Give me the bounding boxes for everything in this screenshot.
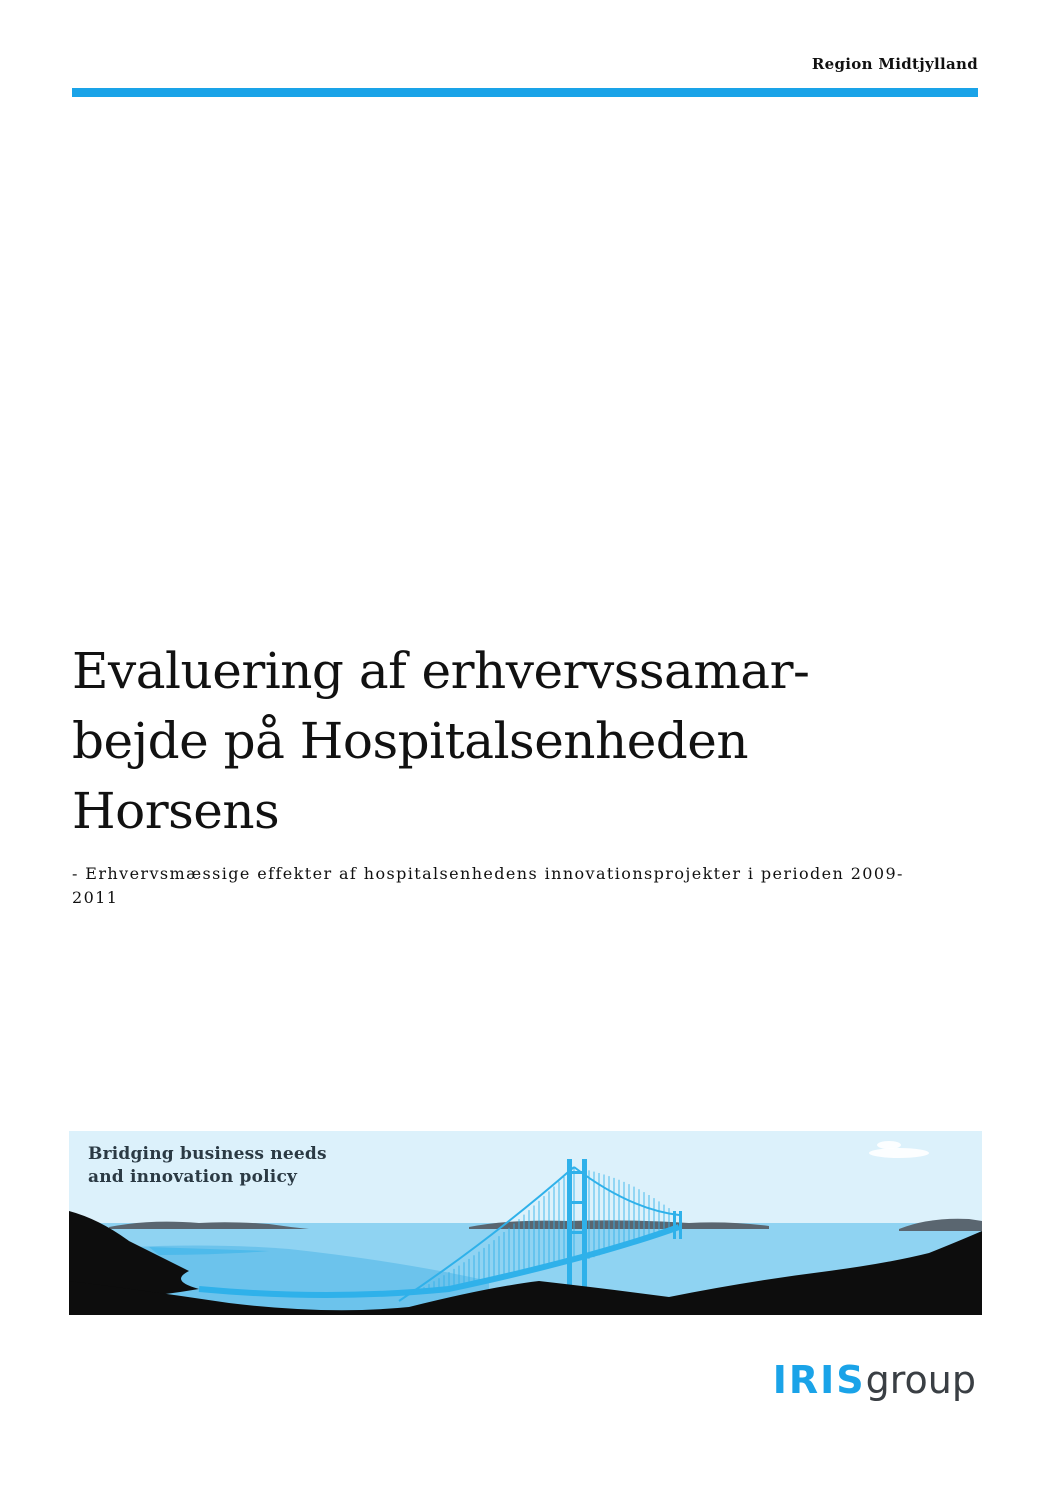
title-line: Horsens — [72, 782, 280, 840]
bridge-banner — [69, 1131, 982, 1315]
title-line: bejde på Hospitalsenheden — [72, 712, 749, 770]
logo-iris: IRIS — [772, 1358, 866, 1402]
organization-name: Region Midtjylland — [811, 55, 978, 73]
subtitle-line: 2011 — [72, 888, 119, 907]
irisgroup-logo — [773, 1358, 976, 1402]
title-line: Evaluering af erhvervssamar- — [72, 642, 810, 700]
document-title — [72, 636, 972, 846]
document-subtitle — [72, 862, 972, 910]
banner-tagline — [88, 1143, 327, 1189]
logo-group: group — [865, 1358, 976, 1402]
header-rule — [72, 88, 978, 97]
tagline-line: and innovation policy — [88, 1167, 298, 1187]
tagline-line: Bridging business needs — [88, 1144, 327, 1164]
subtitle-line: - Erhvervsmæssige effekter af hospitalsenhedens innovationsprojekter i perioden 2009- — [72, 864, 904, 883]
